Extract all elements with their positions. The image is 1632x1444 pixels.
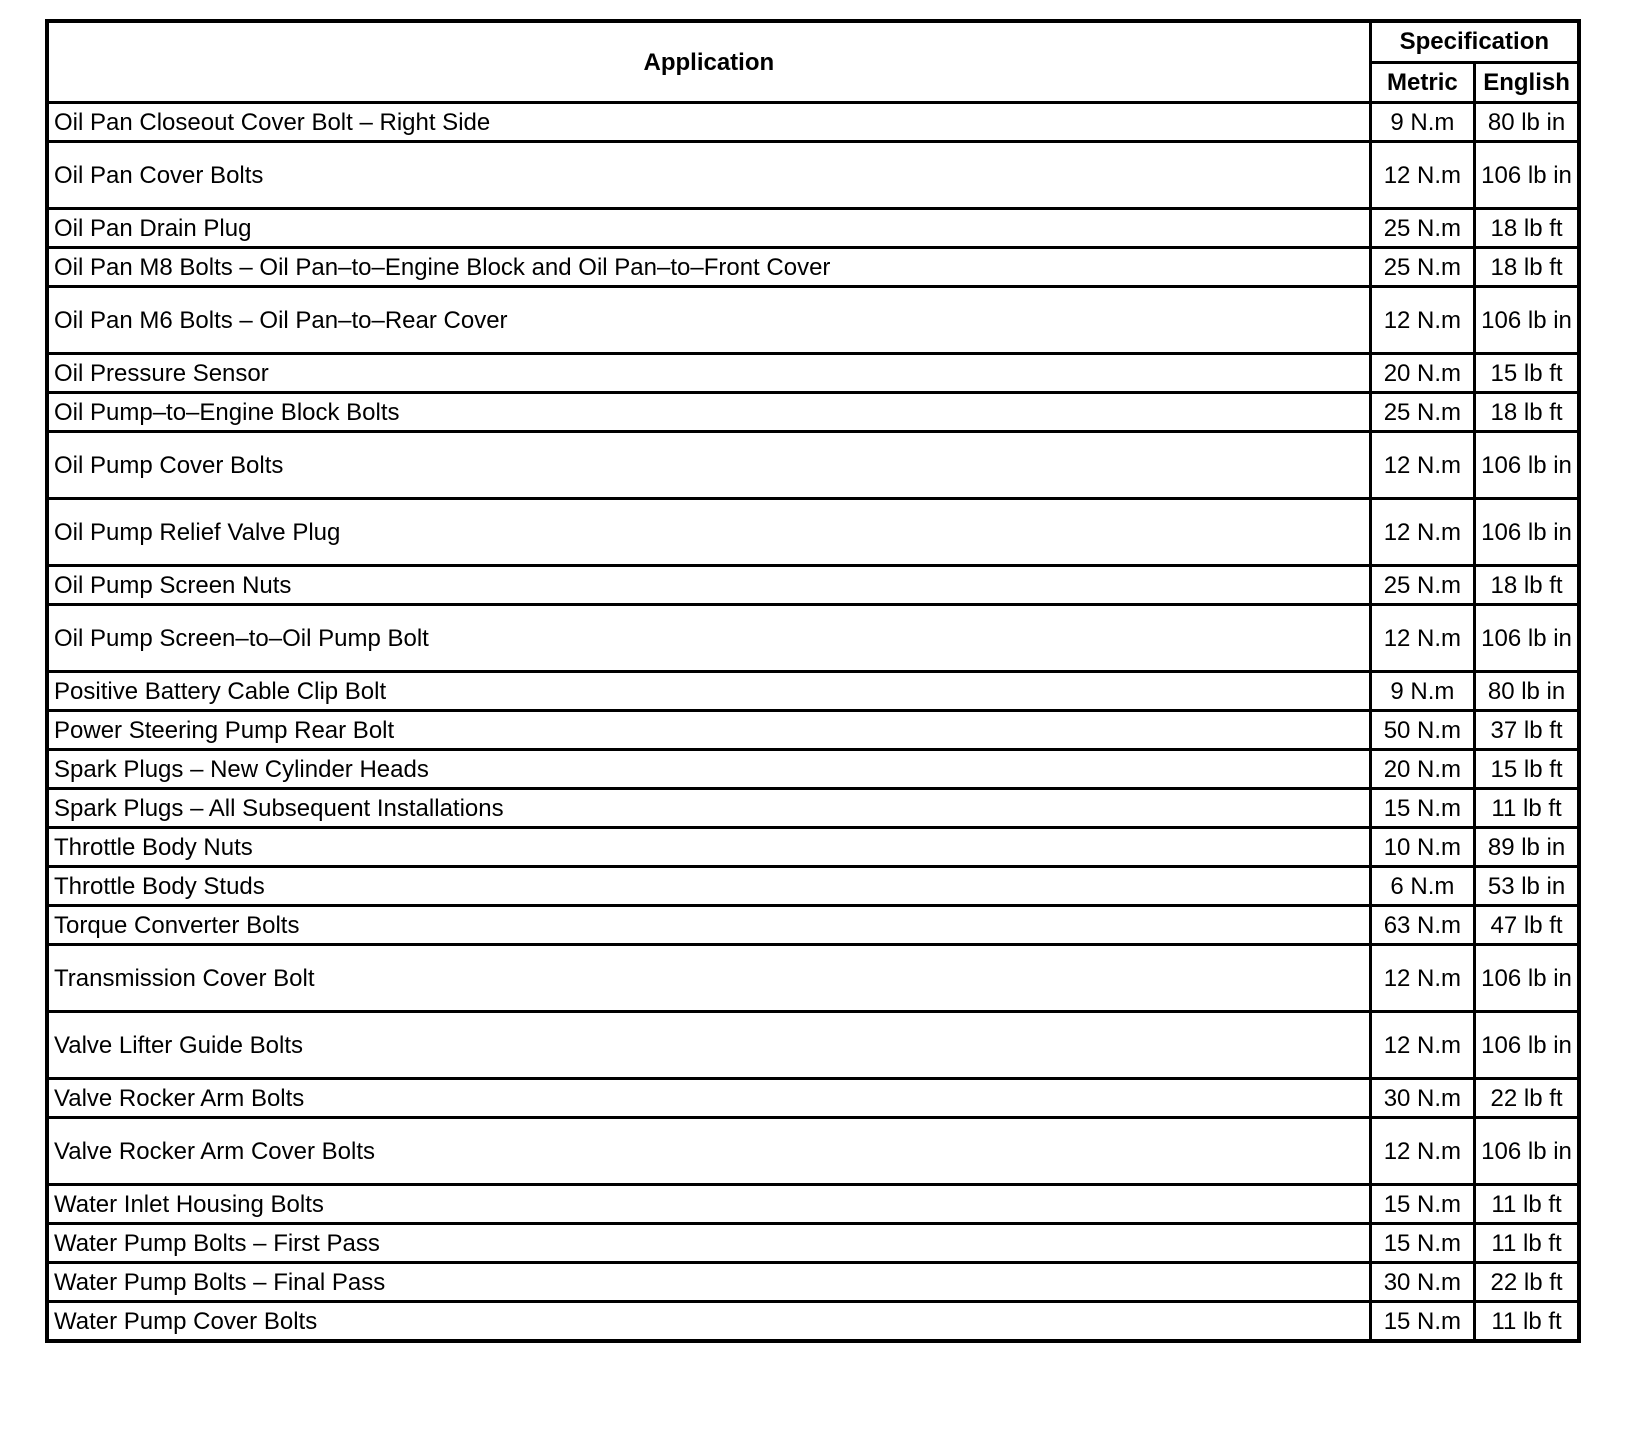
table-row bbox=[47, 828, 1579, 867]
english-cell: 11 lb ft bbox=[1475, 1224, 1579, 1263]
english-cell: 15 lb ft bbox=[1475, 750, 1579, 789]
table-header bbox=[47, 21, 1579, 103]
english-cell: 15 lb ft bbox=[1475, 354, 1579, 393]
table-row bbox=[47, 1118, 1579, 1185]
table-row bbox=[47, 867, 1579, 906]
application-cell: Valve Lifter Guide Bolts bbox=[47, 1012, 1370, 1079]
english-cell: 106 lb in bbox=[1475, 1118, 1579, 1185]
application-cell: Water Pump Bolts – First Pass bbox=[47, 1224, 1370, 1263]
table-row bbox=[47, 711, 1579, 750]
english-cell: 22 lb ft bbox=[1475, 1263, 1579, 1302]
table-row bbox=[47, 906, 1579, 945]
application-cell: Oil Pressure Sensor bbox=[47, 354, 1370, 393]
application-cell: Oil Pump Screen–to–Oil Pump Bolt bbox=[47, 605, 1370, 672]
table-row bbox=[47, 566, 1579, 605]
application-cell: Oil Pump Cover Bolts bbox=[47, 432, 1370, 499]
english-cell: 11 lb ft bbox=[1475, 1185, 1579, 1224]
table-row bbox=[47, 287, 1579, 354]
metric-cell: 12 N.m bbox=[1370, 432, 1474, 499]
table-row bbox=[47, 354, 1579, 393]
header-metric: Metric bbox=[1370, 62, 1474, 103]
english-cell: 47 lb ft bbox=[1475, 906, 1579, 945]
english-cell: 18 lb ft bbox=[1475, 209, 1579, 248]
english-cell: 106 lb in bbox=[1475, 1012, 1579, 1079]
english-cell: 37 lb ft bbox=[1475, 711, 1579, 750]
application-cell: Oil Pump–to–Engine Block Bolts bbox=[47, 393, 1370, 432]
metric-cell: 25 N.m bbox=[1370, 393, 1474, 432]
english-cell: 106 lb in bbox=[1475, 945, 1579, 1012]
application-cell: Oil Pump Screen Nuts bbox=[47, 566, 1370, 605]
metric-cell: 10 N.m bbox=[1370, 828, 1474, 867]
application-cell: Water Inlet Housing Bolts bbox=[47, 1185, 1370, 1224]
metric-cell: 12 N.m bbox=[1370, 1118, 1474, 1185]
application-cell: Positive Battery Cable Clip Bolt bbox=[47, 672, 1370, 711]
table-row bbox=[47, 1079, 1579, 1118]
application-cell: Power Steering Pump Rear Bolt bbox=[47, 711, 1370, 750]
application-cell: Oil Pan Cover Bolts bbox=[47, 142, 1370, 209]
application-cell: Spark Plugs – All Subsequent Installations bbox=[47, 789, 1370, 828]
application-cell: Throttle Body Nuts bbox=[47, 828, 1370, 867]
table-row bbox=[47, 432, 1579, 499]
application-cell: Spark Plugs – New Cylinder Heads bbox=[47, 750, 1370, 789]
english-cell: 106 lb in bbox=[1475, 432, 1579, 499]
english-cell: 80 lb in bbox=[1475, 103, 1579, 142]
table-row bbox=[47, 499, 1579, 566]
english-cell: 18 lb ft bbox=[1475, 393, 1579, 432]
application-cell: Oil Pan Drain Plug bbox=[47, 209, 1370, 248]
metric-cell: 9 N.m bbox=[1370, 103, 1474, 142]
header-application: Application bbox=[47, 21, 1370, 103]
english-cell: 53 lb in bbox=[1475, 867, 1579, 906]
metric-cell: 12 N.m bbox=[1370, 142, 1474, 209]
table-row bbox=[47, 672, 1579, 711]
english-cell: 106 lb in bbox=[1475, 287, 1579, 354]
table-row bbox=[47, 393, 1579, 432]
metric-cell: 20 N.m bbox=[1370, 750, 1474, 789]
english-cell: 22 lb ft bbox=[1475, 1079, 1579, 1118]
application-cell: Oil Pan Closeout Cover Bolt – Right Side bbox=[47, 103, 1370, 142]
metric-cell: 20 N.m bbox=[1370, 354, 1474, 393]
english-cell: 11 lb ft bbox=[1475, 1302, 1579, 1342]
metric-cell: 63 N.m bbox=[1370, 906, 1474, 945]
metric-cell: 9 N.m bbox=[1370, 672, 1474, 711]
metric-cell: 12 N.m bbox=[1370, 287, 1474, 354]
application-cell: Transmission Cover Bolt bbox=[47, 945, 1370, 1012]
application-cell: Valve Rocker Arm Bolts bbox=[47, 1079, 1370, 1118]
table-row bbox=[47, 1302, 1579, 1342]
metric-cell: 12 N.m bbox=[1370, 499, 1474, 566]
metric-cell: 12 N.m bbox=[1370, 1012, 1474, 1079]
application-cell: Oil Pan M8 Bolts – Oil Pan–to–Engine Block and Oil Pan–to–Front Cover bbox=[47, 248, 1370, 287]
table-row bbox=[47, 1263, 1579, 1302]
english-cell: 106 lb in bbox=[1475, 605, 1579, 672]
metric-cell: 50 N.m bbox=[1370, 711, 1474, 750]
metric-cell: 15 N.m bbox=[1370, 1302, 1474, 1342]
metric-cell: 25 N.m bbox=[1370, 209, 1474, 248]
metric-cell: 15 N.m bbox=[1370, 1224, 1474, 1263]
table-body bbox=[47, 103, 1579, 1342]
application-cell: Torque Converter Bolts bbox=[47, 906, 1370, 945]
metric-cell: 12 N.m bbox=[1370, 605, 1474, 672]
metric-cell: 30 N.m bbox=[1370, 1079, 1474, 1118]
application-cell: Oil Pan M6 Bolts – Oil Pan–to–Rear Cover bbox=[47, 287, 1370, 354]
metric-cell: 25 N.m bbox=[1370, 566, 1474, 605]
header-english: English bbox=[1475, 62, 1579, 103]
table-row bbox=[47, 1224, 1579, 1263]
table-row bbox=[47, 605, 1579, 672]
english-cell: 106 lb in bbox=[1475, 142, 1579, 209]
table-row bbox=[47, 142, 1579, 209]
metric-cell: 30 N.m bbox=[1370, 1263, 1474, 1302]
english-cell: 80 lb in bbox=[1475, 672, 1579, 711]
english-cell: 106 lb in bbox=[1475, 499, 1579, 566]
header-specification: Specification bbox=[1370, 21, 1579, 62]
english-cell: 18 lb ft bbox=[1475, 566, 1579, 605]
english-cell: 18 lb ft bbox=[1475, 248, 1579, 287]
table-row bbox=[47, 789, 1579, 828]
table-row bbox=[47, 750, 1579, 789]
table-row bbox=[47, 248, 1579, 287]
table-row bbox=[47, 1012, 1579, 1079]
english-cell: 11 lb ft bbox=[1475, 789, 1579, 828]
table-row bbox=[47, 209, 1579, 248]
table-row bbox=[47, 1185, 1579, 1224]
metric-cell: 25 N.m bbox=[1370, 248, 1474, 287]
english-cell: 89 lb in bbox=[1475, 828, 1579, 867]
torque-spec-table bbox=[45, 19, 1581, 1343]
application-cell: Water Pump Cover Bolts bbox=[47, 1302, 1370, 1342]
metric-cell: 15 N.m bbox=[1370, 1185, 1474, 1224]
table-row bbox=[47, 945, 1579, 1012]
application-cell: Oil Pump Relief Valve Plug bbox=[47, 499, 1370, 566]
metric-cell: 12 N.m bbox=[1370, 945, 1474, 1012]
metric-cell: 6 N.m bbox=[1370, 867, 1474, 906]
application-cell: Valve Rocker Arm Cover Bolts bbox=[47, 1118, 1370, 1185]
metric-cell: 15 N.m bbox=[1370, 789, 1474, 828]
table-row bbox=[47, 103, 1579, 142]
application-cell: Throttle Body Studs bbox=[47, 867, 1370, 906]
application-cell: Water Pump Bolts – Final Pass bbox=[47, 1263, 1370, 1302]
